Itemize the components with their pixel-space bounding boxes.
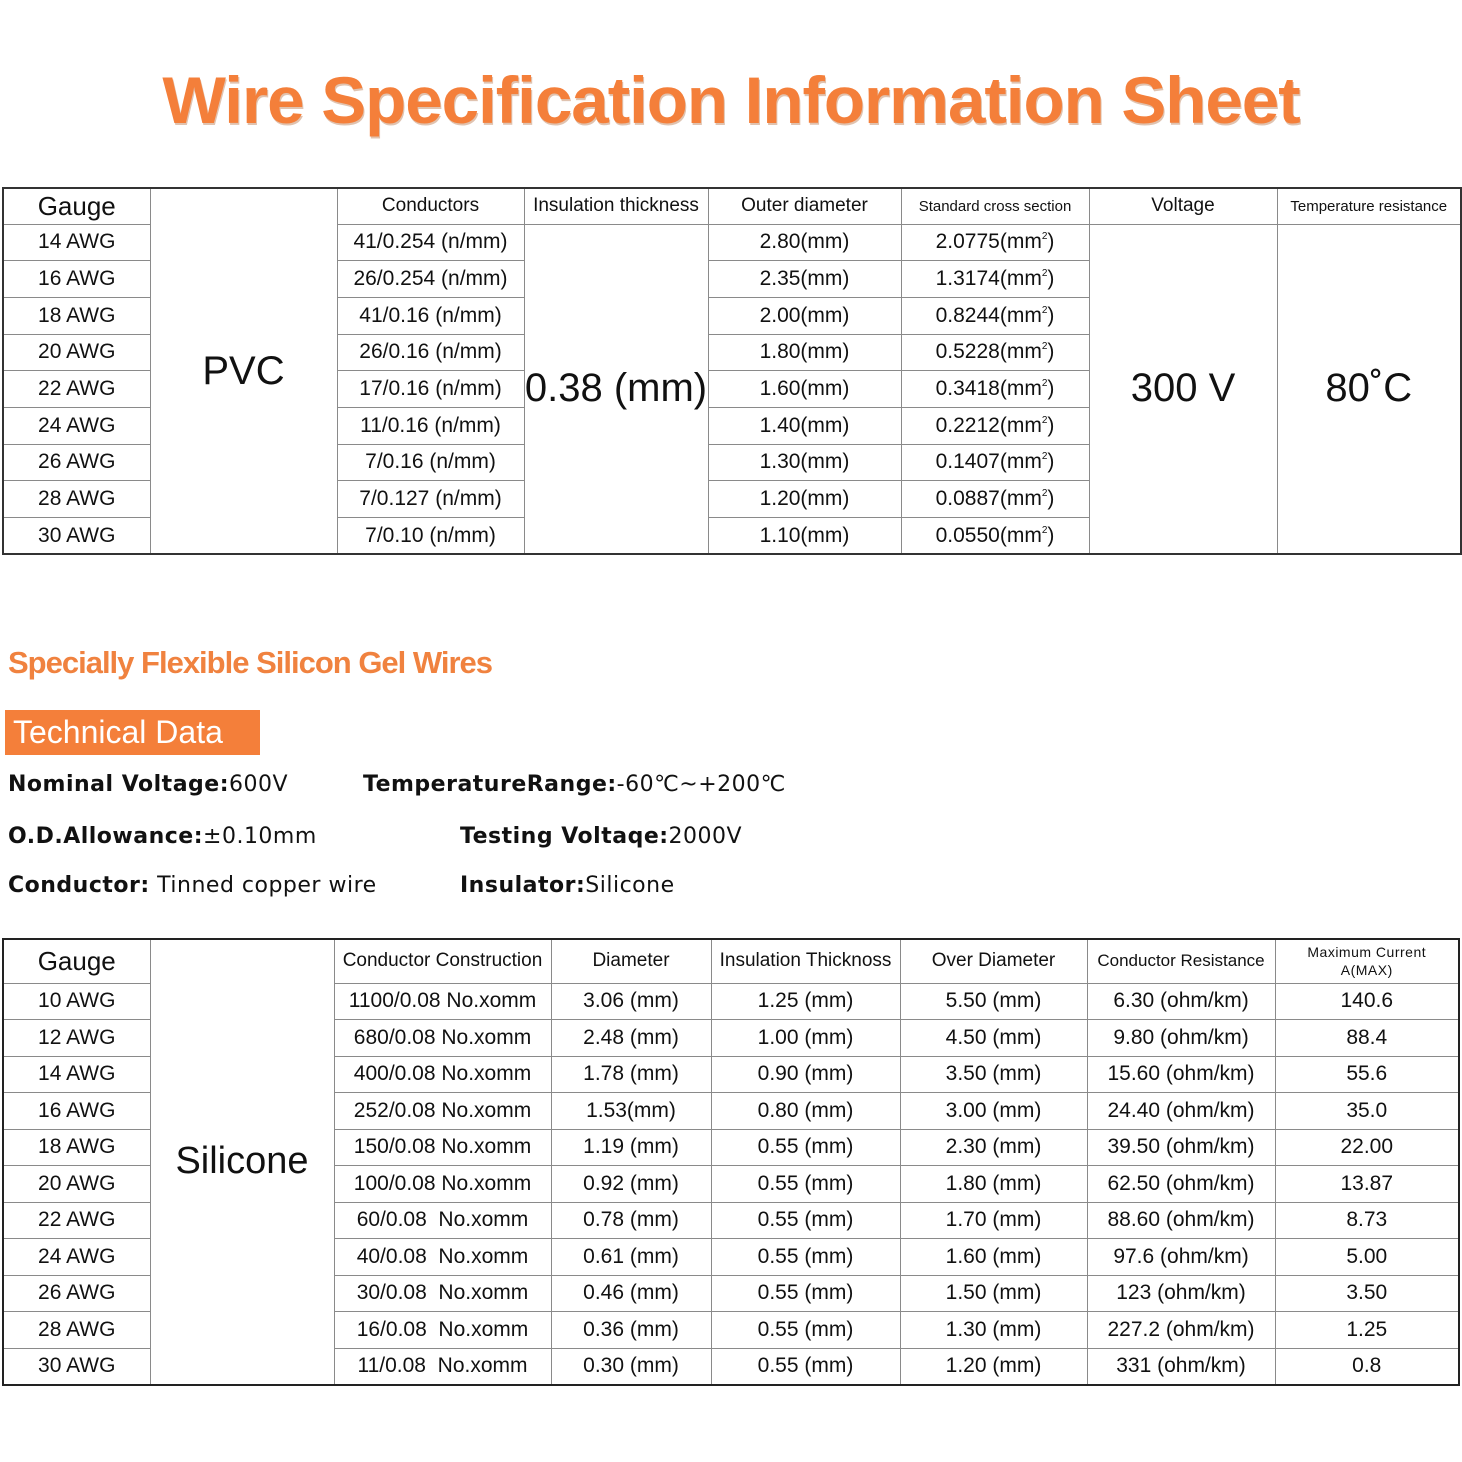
spec-temperature-range xyxy=(363,772,786,797)
resistance-cell: 123 (ohm/km) xyxy=(1087,1275,1275,1312)
spec-value: Tinned copper wire xyxy=(149,873,377,898)
section-subtitle: Specially Flexible Silicon Gel Wires xyxy=(8,645,493,680)
gauge-cell: 20 AWG xyxy=(3,334,150,371)
resistance-cell: 9.80 (ohm/km) xyxy=(1087,1020,1275,1057)
max-current-cell: 22.00 xyxy=(1275,1129,1459,1166)
construction-cell: 60/0.08 No.xomm xyxy=(334,1202,551,1239)
insulation-cell: 1.00 (mm) xyxy=(711,1020,900,1057)
conductors-cell: 26/0.16 (n/mm) xyxy=(337,334,524,371)
table-header-row xyxy=(3,939,1459,983)
outer-diameter-cell: 1.20(mm) xyxy=(708,481,901,518)
conductors-cell: 7/0.127 (n/mm) xyxy=(337,481,524,518)
insulation-cell: 0.55 (mm) xyxy=(711,1166,900,1203)
resistance-cell: 62.50 (ohm/km) xyxy=(1087,1166,1275,1203)
max-current-cell: 5.00 xyxy=(1275,1239,1459,1276)
outer-diameter-cell: 1.60(mm) xyxy=(708,371,901,408)
spec-label: Testing Voltaqe: xyxy=(460,824,669,849)
construction-cell: 100/0.08 No.xomm xyxy=(334,1166,551,1203)
page-title: Wire Specification Information Sheet xyxy=(162,63,1300,137)
silicone-spec-table xyxy=(2,938,1460,1386)
spec-label: TemperatureRange: xyxy=(363,772,617,797)
conductors-cell: 41/0.254 (n/mm) xyxy=(337,224,524,261)
outer-diameter-cell: 1.80(mm) xyxy=(708,334,901,371)
resistance-cell: 227.2 (ohm/km) xyxy=(1087,1312,1275,1349)
gauge-cell: 10 AWG xyxy=(3,983,150,1020)
max-current-cell: 1.25 xyxy=(1275,1312,1459,1349)
construction-cell: 30/0.08 No.xomm xyxy=(334,1275,551,1312)
insulation-cell: 0.55 (mm) xyxy=(711,1129,900,1166)
material-cell: PVC xyxy=(150,188,337,554)
gauge-cell: 14 AWG xyxy=(3,1056,150,1093)
diameter-cell: 0.78 (mm) xyxy=(551,1202,711,1239)
construction-cell: 16/0.08 No.xomm xyxy=(334,1312,551,1349)
cross-section-cell: $0.5228(mm^2)$ xyxy=(901,334,1089,371)
gauge-cell: 28 AWG xyxy=(3,481,150,518)
over-diameter-cell: 1.70 (mm) xyxy=(900,1202,1087,1239)
header-voltage: Voltage xyxy=(1089,188,1277,224)
max-current-cell: 35.0 xyxy=(1275,1093,1459,1130)
max-current-cell: 55.6 xyxy=(1275,1056,1459,1093)
outer-diameter-cell: 2.00(mm) xyxy=(708,297,901,334)
conductors-cell: 41/0.16 (n/mm) xyxy=(337,297,524,334)
spec-value: 2000V xyxy=(668,824,743,849)
spec-testing-voltage xyxy=(460,824,742,849)
construction-cell: 40/0.08 No.xomm xyxy=(334,1239,551,1276)
spec-value: ±0.10mm xyxy=(203,824,317,849)
gauge-cell: 18 AWG xyxy=(3,297,150,334)
cross-section-cell: $0.2212(mm^2)$ xyxy=(901,407,1089,444)
spec-value: Silicone xyxy=(585,873,675,898)
spec-nominal-voltage xyxy=(8,772,288,797)
max-current-cell: 3.50 xyxy=(1275,1275,1459,1312)
insulation-thickness-cell: 0.38 (mm) xyxy=(524,224,708,554)
construction-cell: 252/0.08 No.xomm xyxy=(334,1093,551,1130)
header-diameter: Diameter xyxy=(551,939,711,983)
over-diameter-cell: 1.50 (mm) xyxy=(900,1275,1087,1312)
spec-od-allowance xyxy=(8,824,317,849)
diameter-cell: 2.48 (mm) xyxy=(551,1020,711,1057)
insulation-cell: 0.90 (mm) xyxy=(711,1056,900,1093)
diameter-cell: 1.78 (mm) xyxy=(551,1056,711,1093)
construction-cell: 11/0.08 No.xomm xyxy=(334,1348,551,1385)
cross-section-cell: $0.0550(mm^2)$ xyxy=(901,518,1089,555)
technical-data-badge: Technical Data xyxy=(5,710,260,755)
construction-cell: 400/0.08 No.xomm xyxy=(334,1056,551,1093)
over-diameter-cell: 2.30 (mm) xyxy=(900,1129,1087,1166)
outer-diameter-cell: 2.80(mm) xyxy=(708,224,901,261)
max-current-cell: 0.8 xyxy=(1275,1348,1459,1385)
gauge-cell: 16 AWG xyxy=(3,261,150,298)
insulation-cell: 0.55 (mm) xyxy=(711,1348,900,1385)
temperature-cell: 80˚C xyxy=(1277,224,1461,554)
header-insulation-thickness: Insulation Thicknoss xyxy=(711,939,900,983)
gauge-cell: 26 AWG xyxy=(3,444,150,481)
over-diameter-cell: 3.00 (mm) xyxy=(900,1093,1087,1130)
resistance-cell: 39.50 (ohm/km) xyxy=(1087,1129,1275,1166)
pvc-spec-table xyxy=(2,187,1462,555)
spec-label: Insulator: xyxy=(460,873,586,898)
max-current-cell: 88.4 xyxy=(1275,1020,1459,1057)
spec-value: -60℃~+200℃ xyxy=(616,772,786,797)
gauge-cell: 20 AWG xyxy=(3,1166,150,1203)
resistance-cell: 15.60 (ohm/km) xyxy=(1087,1056,1275,1093)
diameter-cell: 0.30 (mm) xyxy=(551,1348,711,1385)
over-diameter-cell: 1.30 (mm) xyxy=(900,1312,1087,1349)
insulation-cell: 0.80 (mm) xyxy=(711,1093,900,1130)
spec-label: Conductor: xyxy=(8,873,150,898)
construction-cell: 150/0.08 No.xomm xyxy=(334,1129,551,1166)
insulation-cell: 0.55 (mm) xyxy=(711,1202,900,1239)
header-outer-diameter: Outer diameter xyxy=(708,188,901,224)
spec-value: 600V xyxy=(229,772,289,797)
spec-label: O.D.Allowance: xyxy=(8,824,204,849)
resistance-cell: 97.6 (ohm/km) xyxy=(1087,1239,1275,1276)
gauge-cell: 12 AWG xyxy=(3,1020,150,1057)
over-diameter-cell: 3.50 (mm) xyxy=(900,1056,1087,1093)
insulation-cell: 1.25 (mm) xyxy=(711,983,900,1020)
header-insulation-thickness: Insulation thickness xyxy=(524,188,708,224)
outer-diameter-cell: 1.10(mm) xyxy=(708,518,901,555)
over-diameter-cell: 5.50 (mm) xyxy=(900,983,1087,1020)
header-max-current: Maximum Current A(MAX) xyxy=(1275,939,1459,983)
conductors-cell: 7/0.10 (n/mm) xyxy=(337,518,524,555)
header-cross-section: Standard cross section xyxy=(901,188,1089,224)
gauge-cell: 30 AWG xyxy=(3,518,150,555)
outer-diameter-cell: 1.30(mm) xyxy=(708,444,901,481)
construction-cell: 680/0.08 No.xomm xyxy=(334,1020,551,1057)
gauge-cell: 22 AWG xyxy=(3,371,150,408)
gauge-cell: 14 AWG xyxy=(3,224,150,261)
resistance-cell: 88.60 (ohm/km) xyxy=(1087,1202,1275,1239)
cross-section-cell: $0.3418(mm^2)$ xyxy=(901,371,1089,408)
header-over-diameter: Over Diameter xyxy=(900,939,1087,983)
diameter-cell: 3.06 (mm) xyxy=(551,983,711,1020)
cross-section-cell: $2.0775(mm^2)$ xyxy=(901,224,1089,261)
gauge-cell: 28 AWG xyxy=(3,1312,150,1349)
conductors-cell: 26/0.254 (n/mm) xyxy=(337,261,524,298)
cross-section-cell: $0.1407(mm^2)$ xyxy=(901,444,1089,481)
insulation-cell: 0.55 (mm) xyxy=(711,1312,900,1349)
gauge-cell: 24 AWG xyxy=(3,1239,150,1276)
max-current-cell: 13.87 xyxy=(1275,1166,1459,1203)
header-conductors: Conductors xyxy=(337,188,524,224)
conductors-cell: 17/0.16 (n/mm) xyxy=(337,371,524,408)
header-temperature: Temperature resistance xyxy=(1277,188,1461,224)
gauge-cell: 30 AWG xyxy=(3,1348,150,1385)
over-diameter-cell: 4.50 (mm) xyxy=(900,1020,1087,1057)
cross-section-cell: $0.8244(mm^2)$ xyxy=(901,297,1089,334)
gauge-cell: 16 AWG xyxy=(3,1093,150,1130)
resistance-cell: 331 (ohm/km) xyxy=(1087,1348,1275,1385)
voltage-cell: 300 V xyxy=(1089,224,1277,554)
cross-section-cell: $1.3174(mm^2)$ xyxy=(901,261,1089,298)
diameter-cell: 0.92 (mm) xyxy=(551,1166,711,1203)
conductors-cell: 7/0.16 (n/mm) xyxy=(337,444,524,481)
insulation-cell: 0.55 (mm) xyxy=(711,1275,900,1312)
diameter-cell: 1.19 (mm) xyxy=(551,1129,711,1166)
header-resistance: Conductor Resistance xyxy=(1087,939,1275,983)
gauge-cell: 18 AWG xyxy=(3,1129,150,1166)
diameter-cell: 1.53(mm) xyxy=(551,1093,711,1130)
diameter-cell: 0.61 (mm) xyxy=(551,1239,711,1276)
over-diameter-cell: 1.80 (mm) xyxy=(900,1166,1087,1203)
header-gauge: Gauge xyxy=(3,939,150,983)
resistance-cell: 6.30 (ohm/km) xyxy=(1087,983,1275,1020)
resistance-cell: 24.40 (ohm/km) xyxy=(1087,1093,1275,1130)
spec-insulator xyxy=(460,873,675,898)
gauge-cell: 24 AWG xyxy=(3,407,150,444)
conductors-cell: 11/0.16 (n/mm) xyxy=(337,407,524,444)
gauge-cell: 26 AWG xyxy=(3,1275,150,1312)
cross-section-cell: $0.0887(mm^2)$ xyxy=(901,481,1089,518)
outer-diameter-cell: 1.40(mm) xyxy=(708,407,901,444)
spec-label: Nominal Voltage: xyxy=(8,772,230,797)
header-gauge: Gauge xyxy=(3,188,150,224)
table-header-row xyxy=(3,188,1461,224)
diameter-cell: 0.46 (mm) xyxy=(551,1275,711,1312)
insulation-cell: 0.55 (mm) xyxy=(711,1239,900,1276)
over-diameter-cell: 1.20 (mm) xyxy=(900,1348,1087,1385)
construction-cell: 1100/0.08 No.xomm xyxy=(334,983,551,1020)
material-cell: Silicone xyxy=(150,939,334,1385)
diameter-cell: 0.36 (mm) xyxy=(551,1312,711,1349)
spec-conductor xyxy=(8,873,377,898)
max-current-cell: 8.73 xyxy=(1275,1202,1459,1239)
header-construction: Conductor Construction xyxy=(334,939,551,983)
max-current-cell: 140.6 xyxy=(1275,983,1459,1020)
gauge-cell: 22 AWG xyxy=(3,1202,150,1239)
outer-diameter-cell: 2.35(mm) xyxy=(708,261,901,298)
over-diameter-cell: 1.60 (mm) xyxy=(900,1239,1087,1276)
